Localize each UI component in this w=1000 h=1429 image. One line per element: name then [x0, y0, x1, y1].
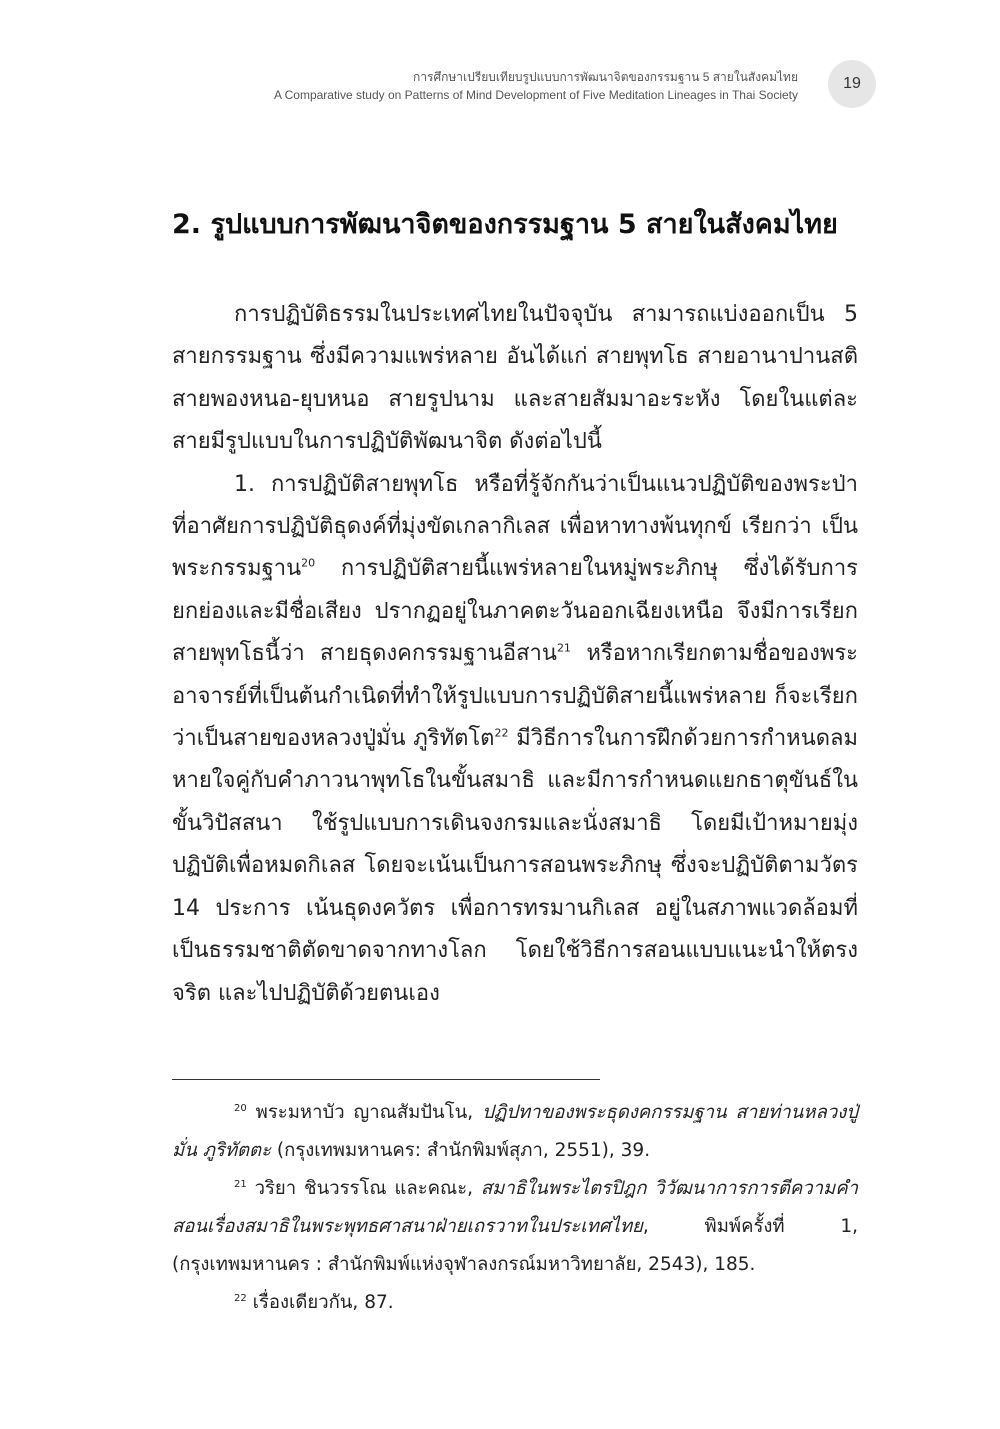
footnote-ref-21[interactable]: 21	[556, 641, 571, 655]
footnote-21	[172, 1170, 858, 1284]
item1-text-part4: มีวิธีการในการฝึกด้วยการกำหนดลมหายใจคู่กับคำภาวนาพุทโธในขั้นสมาธิ และมีการกำหนดแยกธาตุขันธ์ในขั้นวิปัสสนา ใช้รูปแบบการเดินจงกรมและนั่งสมาธิ โดยมีเป้าหมายมุ่งปฏิบัติเพื่อหมดกิเลส โดยจะเน้นเป็นการสอนพระภิกษุ ซึ่งจะปฏิบัติตามวัตร 14 ประการ เน้นธุดงควัตร เพื่อการทรมานกิเลส อยู่ในสภาพแวดล้อมที่เป็นธรรมชาติตัดขาดจากทางโลก โดยใช้วิธีการสอนแบบแนะนำให้ตรงจริต และไปปฏิบัติด้วยตนเอง	[172, 726, 858, 1006]
intro-paragraph: การปฏิบัติธรรมในประเทศไทยในปัจจุบัน สามารถแบ่งออกเป็น 5 สายกรรมฐาน ซึ่งมีความแพร่หลาย อันได้แก่ สายพุทโธ สายอานาปานสติ สายพองหนอ-ยุบหนอ สายรูปนาม และสายสัมมาอะระหัง โดยในแต่ละสายมีรูปแบบในการปฏิบัติพัฒนาจิต ดังต่อไปนี้	[172, 302, 858, 455]
footnote-number: 21	[234, 1178, 247, 1190]
item1-text-part1: 1. การปฏิบัติสายพุทโธ หรือที่รู้จักกันว่าเป็นแนวปฏิบัติของพระป่า ที่อาศัยการปฏิบัติธุดงค์ที่มุ่งขัดเกลากิเลส เพื่อหาทางพ้นทุกข์ เรียกว่า เป็นพระกรรมฐาน	[172, 471, 858, 582]
footnote-divider	[172, 1079, 600, 1080]
footnote-number: 20	[234, 1102, 247, 1114]
header-title-english: A Comparative study on Patterns of Mind Development of Five Meditation Lineages in Thai Society	[273, 88, 798, 102]
item1-text-part2: การปฏิบัติสายนี้แพร่หลายในหมู่พระภิกษุ ซึ่งได้รับการยกย่องและมีชื่อเสียง ปรากฏอยู่ในภาคตะวันออกเฉียงเหนือ จึงมีการเรียกสายพุทโธนี้ว่า สายธุดงคกรรมฐานอีสาน	[172, 556, 858, 667]
section-heading: 2. รูปแบบการพัฒนาจิตของกรรมฐาน 5 สายในสังคมไทย	[172, 209, 838, 240]
item1-text-part3: หรือหากเรียกตามชื่อของพระอาจารย์ที่เป็นต้นกำเนิดที่ทำให้รูปแบบการปฏิบัติสายนี้แพร่หลาย ก็จะเรียกว่าเป็นสายของหลวงปู่มั่น ภูริทัตโต	[172, 641, 858, 752]
footnote-details: , พิมพ์ครั้งที่ 1, (กรุงเทพมหานคร : สำนักพิมพ์แห่งจุฬาลงกรณ์มหาวิทยาลัย, 2543), 185.	[172, 1216, 858, 1275]
page-number-badge: 19	[828, 60, 876, 108]
footnote-ref-22[interactable]: 22	[494, 726, 509, 740]
footnote-ref-20[interactable]: 20	[301, 557, 316, 571]
item1-paragraph	[172, 464, 858, 1015]
footnote-number: 22	[234, 1292, 247, 1304]
footnote-details: (กรุงเทพมหานคร: สำนักพิมพ์สุภา, 2551), 39.	[271, 1140, 651, 1161]
footnote-22	[172, 1284, 858, 1322]
footnote-author: เรื่องเดียวกัน, 87.	[246, 1292, 394, 1313]
footnotes	[172, 1094, 858, 1322]
body-text	[172, 294, 858, 1015]
footnote-book-title: สมาธิในพระไตรปิฎก วิวัฒนาการการตีความคำสอนเรื่องสมาธิในพระพุทธศาสนาฝ่ายเถรวาทในประเทศไทย	[172, 1178, 858, 1237]
header-title-thai: การศึกษาเปรียบเทียบรูปแบบการพัฒนาจิตของกรรมฐาน 5 สายในสังคมไทย	[413, 70, 798, 84]
footnote-20	[172, 1094, 858, 1170]
footnote-book-title: ปฏิปทาของพระธุดงคกรรมฐาน สายท่านหลวงปู่มั่น ภูริทัตตะ	[172, 1102, 858, 1161]
footnote-author: พระมหาบัว ญาณสัมปันโน,	[246, 1102, 483, 1123]
footnote-author: วริยา ชินวรรโณ และคณะ,	[246, 1178, 481, 1199]
running-header	[274, 68, 798, 104]
